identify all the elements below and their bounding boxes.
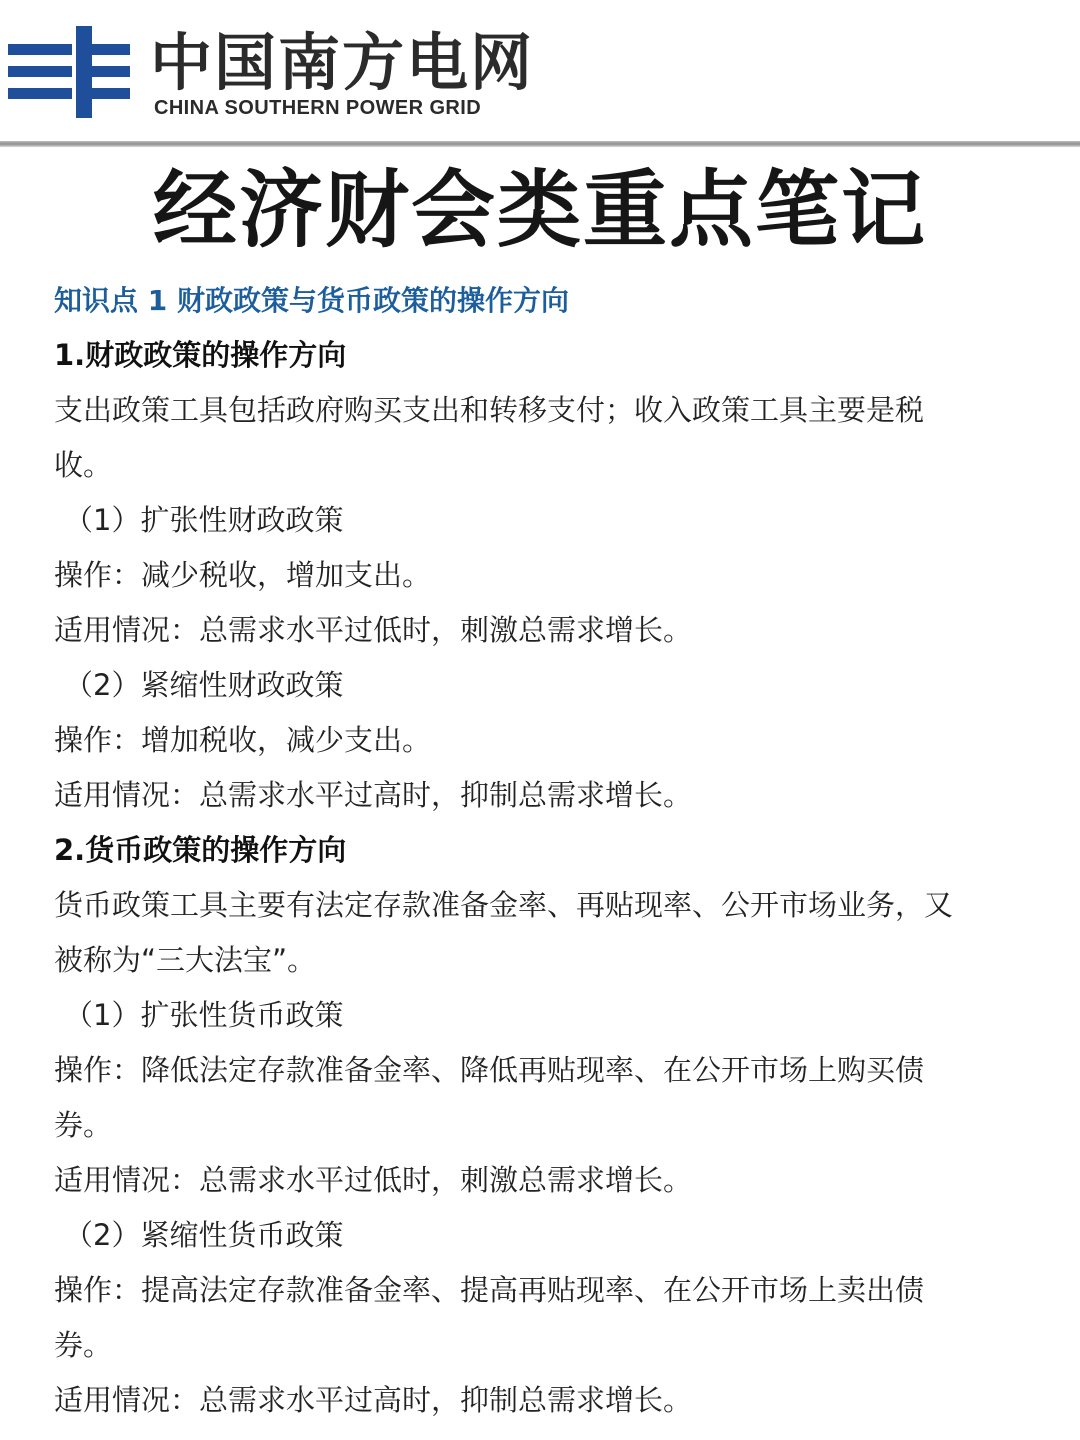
monetary-contractionary-operation-line-2: 券。 <box>54 1328 113 1362</box>
fiscal-expansionary-label: （1）扩张性财政政策 <box>64 503 344 537</box>
monetary-contractionary-applicable: 适用情况：总需求水平过高时，抑制总需求增长。 <box>54 1383 693 1417</box>
monetary-expansionary-label: （1）扩张性货币政策 <box>64 998 344 1032</box>
knowledge-point-heading: 知识点 1 财政政策与货币政策的操作方向 <box>54 284 569 317</box>
fiscal-policy-heading: 1.财政政策的操作方向 <box>54 338 347 372</box>
fiscal-expansionary-operation: 操作：减少税收，增加支出。 <box>54 558 432 592</box>
fiscal-intro-line-1: 支出政策工具包括政府购买支出和转移支付；收入政策工具主要是税 <box>54 393 925 427</box>
monetary-intro-line-2: 被称为“三大法宝”。 <box>54 943 317 977</box>
monetary-expansionary-operation-line-1: 操作：降低法定存款准备金率、降低再贴现率、在公开市场上购买债 <box>54 1053 925 1087</box>
fiscal-expansionary-applicable: 适用情况：总需求水平过低时，刺激总需求增长。 <box>54 613 693 647</box>
page-title: 经济财会类重点笔记 <box>152 160 927 259</box>
fiscal-intro-line-2: 收。 <box>54 448 113 482</box>
fiscal-contractionary-label: （2）紧缩性财政政策 <box>64 668 344 702</box>
brand-name-en: CHINA SOUTHERN POWER GRID <box>154 97 482 119</box>
monetary-expansionary-applicable: 适用情况：总需求水平过低时，刺激总需求增长。 <box>54 1163 693 1197</box>
monetary-policy-heading: 2.货币政策的操作方向 <box>54 833 347 867</box>
fiscal-contractionary-operation: 操作：增加税收，减少支出。 <box>54 723 432 757</box>
monetary-intro-line-1: 货币政策工具主要有法定存款准备金率、再贴现率、公开市场业务，又 <box>54 888 954 922</box>
notes-body <box>54 273 1014 1428</box>
monetary-contractionary-operation-line-1: 操作：提高法定存款准备金率、提高再贴现率、在公开市场上卖出债 <box>54 1273 925 1307</box>
csg-logo-icon <box>8 26 130 118</box>
monetary-contractionary-label: （2）紧缩性货币政策 <box>64 1218 344 1252</box>
header-divider <box>0 141 1080 147</box>
brand-header <box>0 0 1080 150</box>
monetary-expansionary-operation-line-2: 券。 <box>54 1108 113 1142</box>
brand-name-cn: 中国南方电网 <box>150 26 535 99</box>
fiscal-contractionary-applicable: 适用情况：总需求水平过高时，抑制总需求增长。 <box>54 778 693 812</box>
